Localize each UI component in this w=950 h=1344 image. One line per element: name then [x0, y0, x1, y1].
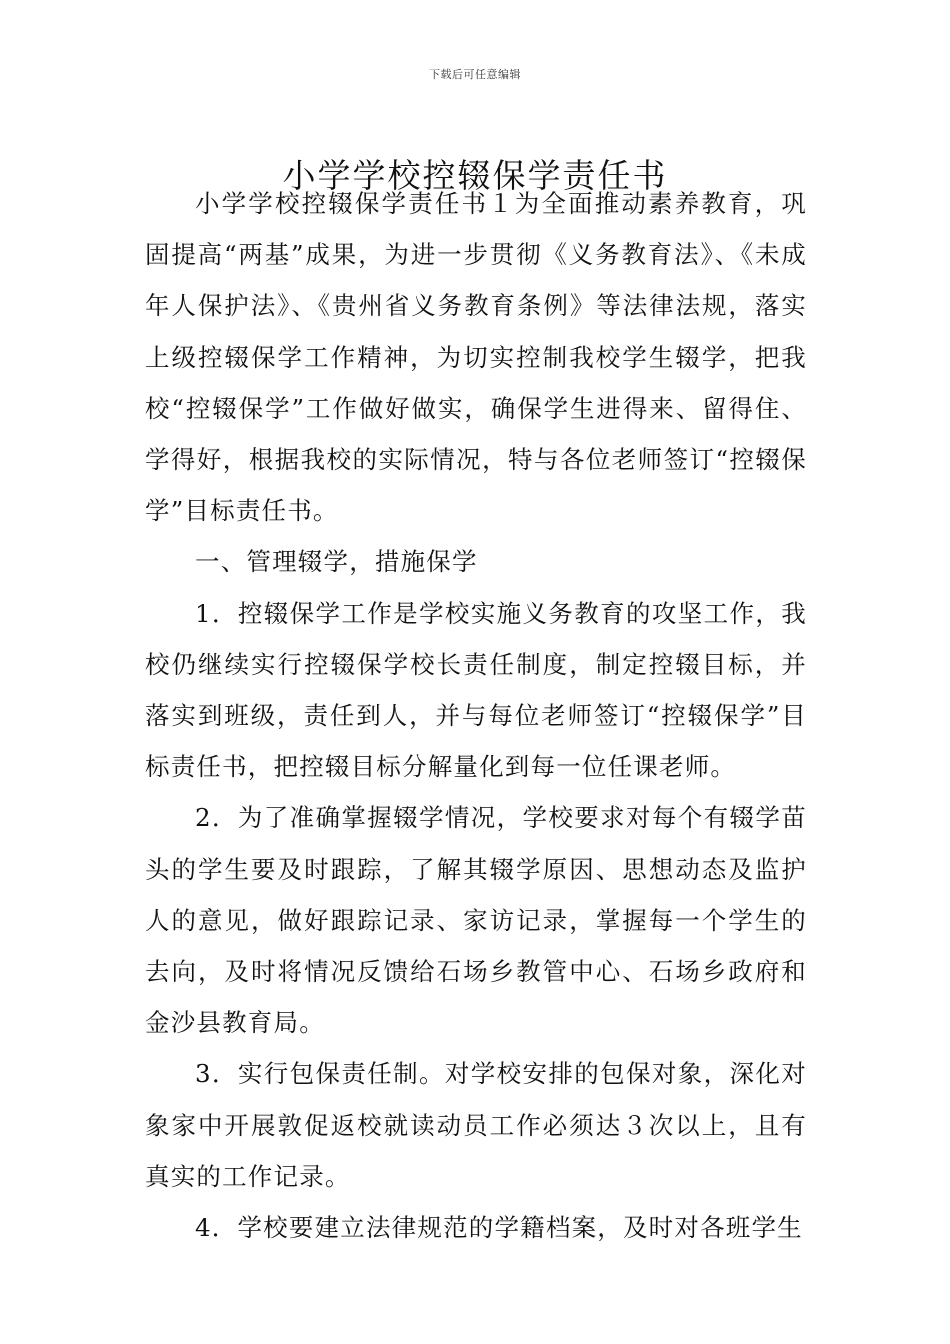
- header-note: 下载后可任意编辑: [429, 68, 521, 81]
- section-heading-1: 一、管理辍学，措施保学: [195, 547, 478, 577]
- paragraph-item-2: 2．为了准确掌握辍学情况，学校要求对每个有辍学苗头的学生要及时跟踪，了解其辍学原因、思想动态及监护人的意见，做好跟踪记录、家访记录，掌握每一个学生的去向，及时将情况反馈给石场乡教管中心、石场乡政府和金沙县教育局。: [145, 803, 807, 1038]
- paragraph-item-1: 1．控辍保学工作是学校实施义务教育的攻坚工作，我校仍继续实行控辍保学校长责任制度，制定控辍目标，并落实到班级，责任到人，并与每位老师签订“控辍保学”目标责任书，把控辍目标分解量化到每一位任课老师。: [145, 598, 807, 782]
- document-body: [145, 178, 807, 1253]
- paragraph-item-3: 3．实行包保责任制。对学校安排的包保对象，深化对象家中开展敦促返校就读动员工作必须达３次以上，且有真实的工作记录。: [145, 1059, 807, 1191]
- paragraph-item-4: 4．学校要建立法律规范的学籍档案，及时对各班学生: [195, 1213, 803, 1243]
- paragraph-intro: 小学学校控辍保学责任书１为全面推动素养教育，巩固提高“两基”成果，为进一步贯彻《义务教育法》、《未成年人保护法》、《贵州省义务教育条例》等法律法规，落实上级控辍保学工作精神，为切实控制我校学生辍学，把我校“控辍保学”工作做好做实，确保学生进得来、留得住、学得好，根据我校的实际情况，特与各位老师签订“控辍保学”目标责任书。: [145, 189, 807, 526]
- document-title: 小学学校控辍保学责任书: [282, 156, 668, 196]
